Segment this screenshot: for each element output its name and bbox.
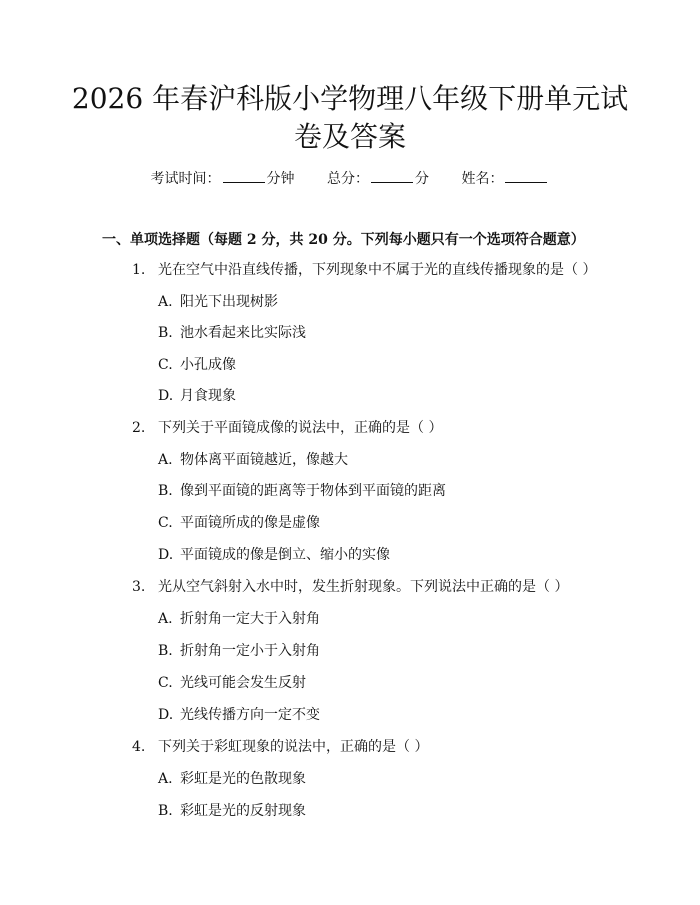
question-1-option-a — [158, 292, 638, 312]
question-2-option-a — [158, 450, 638, 470]
question-3-option-b — [158, 641, 638, 661]
question-number: 3. — [132, 579, 146, 595]
option-letter: C. — [158, 357, 173, 373]
question-3-option-d — [158, 705, 638, 725]
question-3 — [132, 577, 652, 597]
option-letter: C. — [158, 675, 173, 691]
option-letter: D. — [158, 707, 174, 723]
question-1-option-d — [158, 386, 638, 406]
total-score-unit: 分 — [415, 171, 429, 187]
option-text: 阳光下出现树影 — [180, 294, 278, 310]
exam-time-field — [151, 168, 295, 189]
option-text: 光线可能会发生反射 — [180, 675, 306, 691]
question-2-option-c — [158, 513, 638, 533]
option-letter: A. — [158, 294, 173, 310]
option-letter: B. — [158, 643, 173, 659]
question-number: 1. — [132, 262, 146, 278]
name-field — [461, 168, 549, 189]
option-letter: D. — [158, 388, 174, 404]
section-title-single-choice: 一、单项选择题（每题 2 分，共 20 分。下列每小题只有一个选项符合题意） — [102, 232, 585, 248]
option-letter: A. — [158, 611, 173, 627]
question-4 — [132, 737, 652, 757]
option-text: 光线传播方向一定不变 — [180, 707, 320, 723]
document-title-line-1: 2026 年春沪科版小学物理八年级下册单元试 — [71, 82, 629, 115]
option-letter: B. — [158, 483, 173, 499]
total-score-label: 总分： — [327, 171, 369, 187]
question-1-option-c — [158, 355, 638, 375]
option-letter: B. — [158, 803, 173, 819]
option-text: 月食现象 — [180, 388, 236, 404]
question-1-option-b — [158, 323, 638, 343]
option-text: 折射角一定大于入射角 — [180, 611, 320, 627]
option-text: 物体离平面镜越近，像越大 — [180, 452, 348, 468]
document-title-line-2: 卷及答案 — [293, 120, 406, 153]
question-text: 光从空气斜射入水中时，发生折射现象。下列说法中正确的是（ ） — [158, 579, 569, 595]
question-1 — [132, 260, 652, 280]
question-4-option-a — [158, 769, 638, 789]
question-number: 2. — [132, 420, 146, 436]
question-number: 4. — [132, 739, 146, 755]
option-text: 彩虹是光的反射现象 — [180, 803, 306, 819]
question-text: 下列关于彩虹现象的说法中，正确的是（ ） — [158, 739, 429, 755]
exam-time-blank — [223, 168, 265, 183]
question-2 — [132, 418, 652, 438]
total-score-blank — [371, 168, 413, 183]
option-letter: B. — [158, 325, 173, 341]
question-text: 光在空气中沿直线传播，下列现象中不属于光的直线传播现象的是（ ） — [158, 262, 597, 278]
option-letter: A. — [158, 771, 173, 787]
exam-time-label: 考试时间： — [150, 171, 221, 187]
question-3-option-a — [158, 609, 638, 629]
option-text: 像到平面镜的距离等于物体到平面镜的距离 — [180, 483, 446, 499]
option-letter: C. — [158, 515, 173, 531]
option-text: 小孔成像 — [180, 357, 236, 373]
option-text: 平面镜成的像是倒立、缩小的实像 — [180, 547, 390, 563]
option-letter: A. — [158, 452, 173, 468]
option-text: 折射角一定小于入射角 — [180, 643, 320, 659]
option-letter: D. — [158, 547, 174, 563]
question-2-option-b — [158, 481, 638, 501]
question-text: 下列关于平面镜成像的说法中，正确的是（ ） — [158, 420, 443, 436]
question-3-option-c — [158, 673, 638, 693]
name-label: 姓名： — [461, 171, 504, 187]
option-text: 池水看起来比实际浅 — [180, 325, 306, 341]
question-2-option-d — [158, 545, 638, 565]
name-blank — [505, 168, 547, 183]
question-4-option-b — [158, 801, 638, 821]
option-text: 平面镜所成的像是虚像 — [180, 515, 320, 531]
exam-meta-row — [0, 168, 700, 189]
total-score-field — [327, 168, 429, 189]
option-text: 彩虹是光的色散现象 — [180, 771, 306, 787]
exam-time-unit: 分钟 — [266, 171, 295, 187]
